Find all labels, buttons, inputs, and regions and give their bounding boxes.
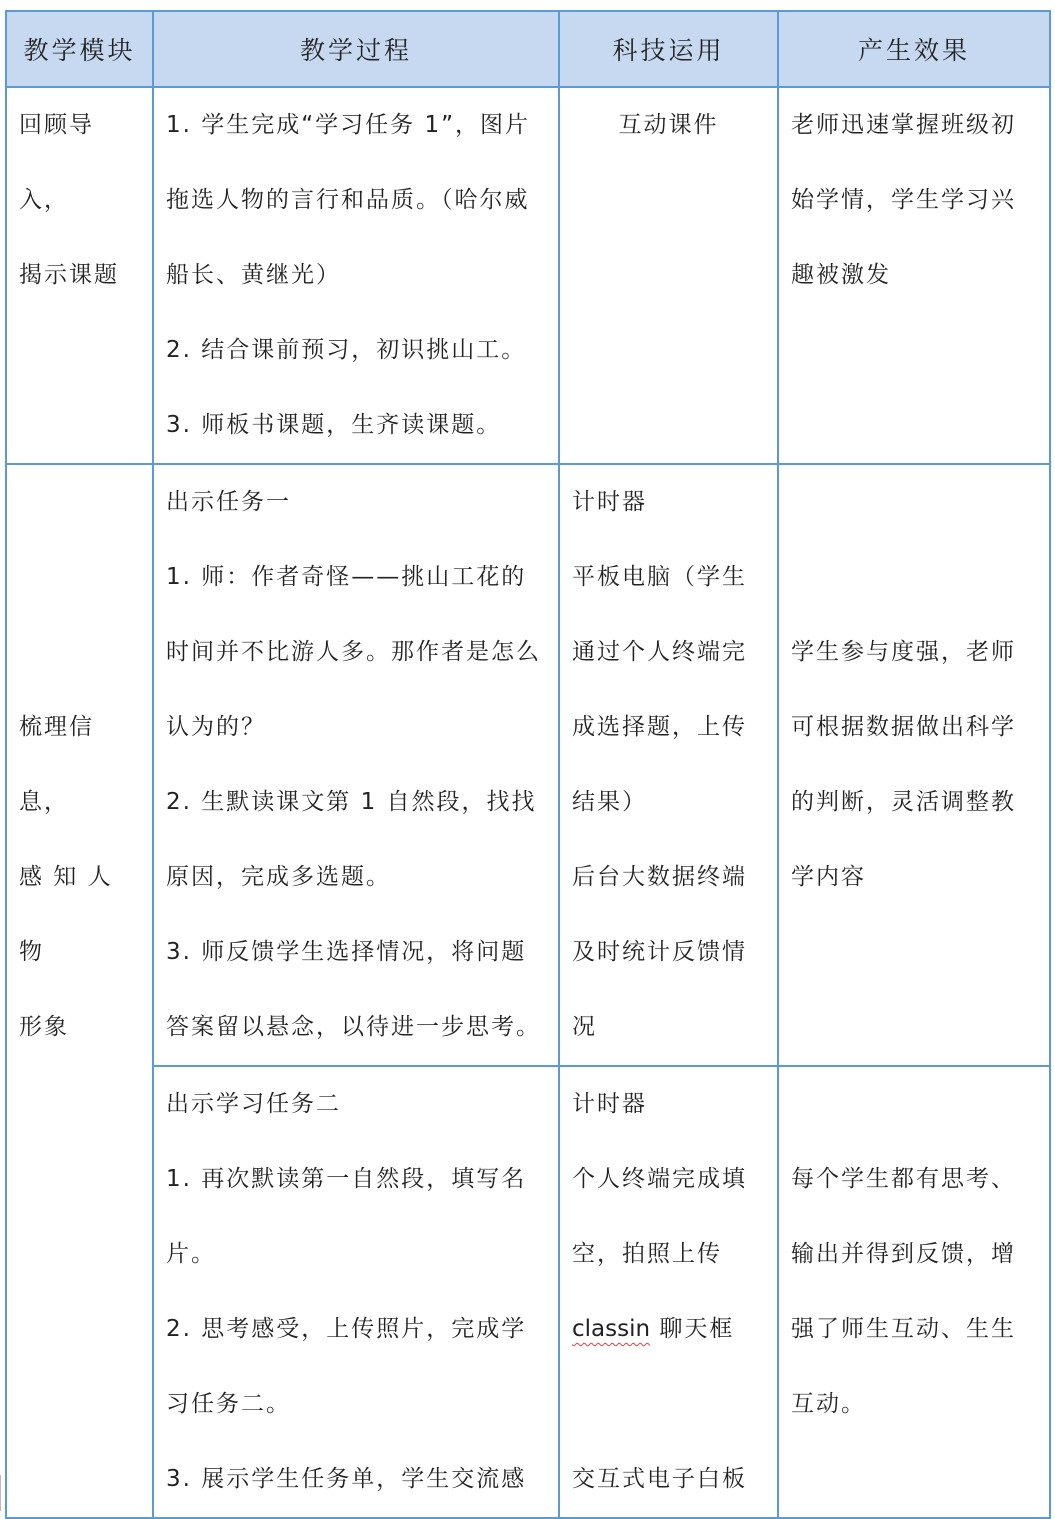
- module-line: 形象: [19, 1014, 69, 1040]
- process-cell: [153, 464, 559, 1066]
- module-cell: [6, 87, 153, 464]
- header-process: 教学过程: [153, 11, 559, 87]
- lesson-plan-table: [5, 10, 1051, 1519]
- tech-line: 平板电脑（学生通过个人终端完成选择题，上传结果）: [572, 564, 747, 815]
- spellcheck-underlined-word: classin: [572, 1316, 651, 1342]
- effect-text: 学生参与度强，老师可根据数据做出科学的判断，灵活调整教学内容: [791, 639, 1016, 890]
- module-line: 回顾导入，: [19, 112, 94, 213]
- process-line: 1. 学生完成“学习任务 1”，图片拖选人物的言行和品质。（哈尔威船长、黄继光）: [166, 112, 531, 288]
- effect-cell: [778, 1066, 1050, 1518]
- effect-text: 每个学生都有思考、输出并得到反馈，增强了师生互动、生生互动。: [791, 1166, 1016, 1417]
- process-line: 出示学习任务二: [166, 1091, 341, 1117]
- effect-cell: [778, 464, 1050, 1066]
- module-line: 揭示课题: [19, 262, 119, 288]
- tech-cell: [559, 464, 778, 1066]
- process-line: 出示任务一: [166, 489, 291, 515]
- tech-cell: [559, 1066, 778, 1518]
- process-line: 3. 师反馈学生选择情况，将问题答案留以悬念，以待进一步思考。: [166, 939, 541, 1040]
- header-module: 教学模块: [6, 11, 153, 87]
- tech-line: [572, 1367, 765, 1442]
- process-line: 2. 思考感受，上传照片，完成学习任务二。: [166, 1316, 527, 1417]
- process-line: 1. 再次默读第一自然段，填写名片。: [166, 1166, 527, 1267]
- process-cell: [153, 87, 559, 464]
- tech-line: 后台大数据终端及时统计反馈情况: [572, 864, 747, 1040]
- process-line: 3. 展示学生任务单，学生交流感: [166, 1466, 527, 1492]
- effect-text: 老师迅速掌握班级初始学情，学生学习兴趣被激发: [791, 112, 1016, 288]
- tech-line: [572, 1292, 765, 1367]
- tech-line: 交互式电子白板: [572, 1466, 747, 1492]
- process-line: 2. 生默读课文第 1 自然段，找找原因，完成多选题。: [166, 789, 537, 890]
- header-row: [6, 11, 1050, 87]
- process-cell: [153, 1066, 559, 1518]
- module-line: 感 知 人 物: [19, 864, 113, 965]
- table-row: [6, 464, 1050, 1066]
- tech-line: 互动课件: [618, 112, 719, 138]
- module-cell: [6, 464, 153, 1518]
- tech-line: 计时器: [572, 1091, 647, 1117]
- process-line: 2. 结合课前预习，初识挑山工。: [166, 337, 527, 363]
- page-edge-marker: [0, 1475, 5, 1511]
- header-effect: 产生效果: [778, 11, 1050, 87]
- effect-cell: [778, 87, 1050, 464]
- process-line: 1. 师：作者奇怪——挑山工花的时间并不比游人多。那作者是怎么认为的？: [166, 564, 541, 740]
- process-line: 3. 师板书课题，生齐读课题。: [166, 412, 502, 438]
- table-row: [6, 1066, 1050, 1518]
- tech-line: 计时器: [572, 489, 647, 515]
- table-row: [6, 87, 1050, 464]
- module-line: 梳理信息，: [19, 714, 94, 815]
- tech-cell: [559, 87, 778, 464]
- tech-line: 个人终端完成填空，拍照上传: [572, 1166, 747, 1267]
- header-tech: 科技运用: [559, 11, 778, 87]
- tech-line-rest: 聊天框: [659, 1316, 735, 1342]
